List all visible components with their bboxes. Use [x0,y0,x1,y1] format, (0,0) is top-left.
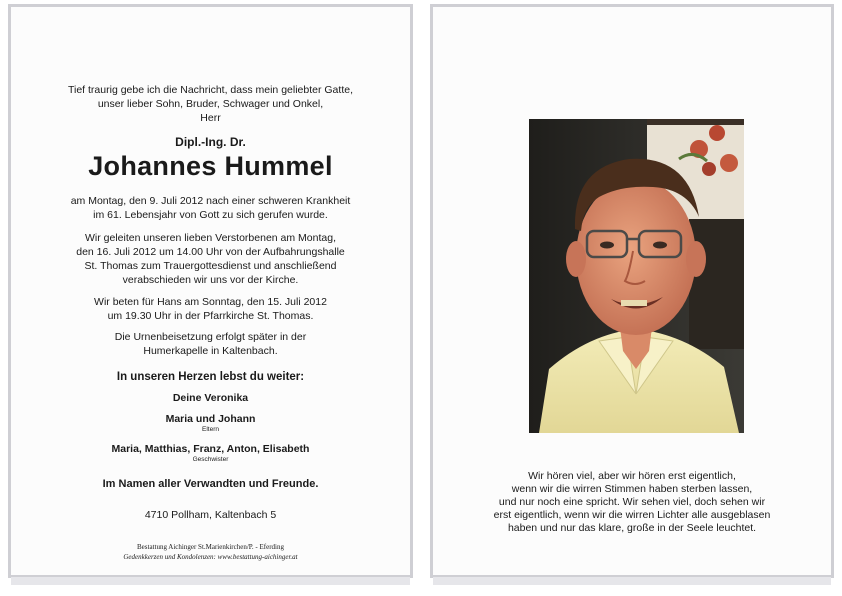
prayer-details: Wir beten für Hans am Sonntag, den 15. Juli 2012 um 19.30 Uhr in der Pfarrkirche St. Thomas. [94,296,327,322]
relatives-line: Im Namen aller Verwandten und Freunde. [102,478,319,490]
portrait-illustration [529,119,744,433]
right-card [430,4,834,578]
death-notice: am Montag, den 9. Juli 2012 nach einer schweren Krankheit im 61. Lebensjahr von Gott zu sich gerufen wurde. [70,195,351,221]
memorial-line: In unseren Herzen lebst du weiter: [116,371,305,383]
parents-label: Eltern [202,426,219,433]
undertaker-info: Bestattung Aichinger St.Marienkirchen/P. - Eferding Gedenkkerzen und Kondolenzen: www.bestattung-aichinger.at [123,543,298,561]
card-shadow [433,577,831,585]
siblings-names: Maria, Matthias, Franz, Anton, Elisabeth [111,443,310,455]
poem-text: Wir hören viel, aber wir hören erst eigentlich, wenn wir die wirren Stimmen haben sterben lassen, und nur noch eine spricht. Wir sehen viel, doch sehen wir erst eigentlich, wenn wir die wirren Lichter alle ausgeblasen haben und nur das klare, große in der Seele leuchtet. [493,470,771,534]
left-card [8,4,413,578]
academic-title: Dipl.-Ing. Dr. [175,135,246,149]
portrait-photo [529,119,744,433]
spouse-name: Deine Veronika [172,392,249,404]
family-address: 4710 Pollham, Kaltenbach 5 [144,509,277,521]
siblings-label: Geschwister [192,456,229,463]
deceased-name: Johannes Hummel [88,151,333,181]
parents-names: Maria und Johann [165,413,256,425]
funeral-details: Wir geleiten unseren lieben Verstorbenen am Montag, den 16. Juli 2012 um 14.00 Uhr von der Aufbahrungshalle St. Thomas zum Trauergottesdienst und anschließend verabschieden wir uns vor der Kirche. [76,232,345,286]
urn-burial-details: Die Urnenbeisetzung erfolgt später in der Humerkapelle in Kaltenbach. [114,331,307,357]
card-shadow [11,577,410,585]
intro-text: Tief traurig gebe ich die Nachricht, dass mein geliebter Gatte, unser lieber Sohn, Bruder, Schwager und Onkel, Herr [67,84,353,124]
